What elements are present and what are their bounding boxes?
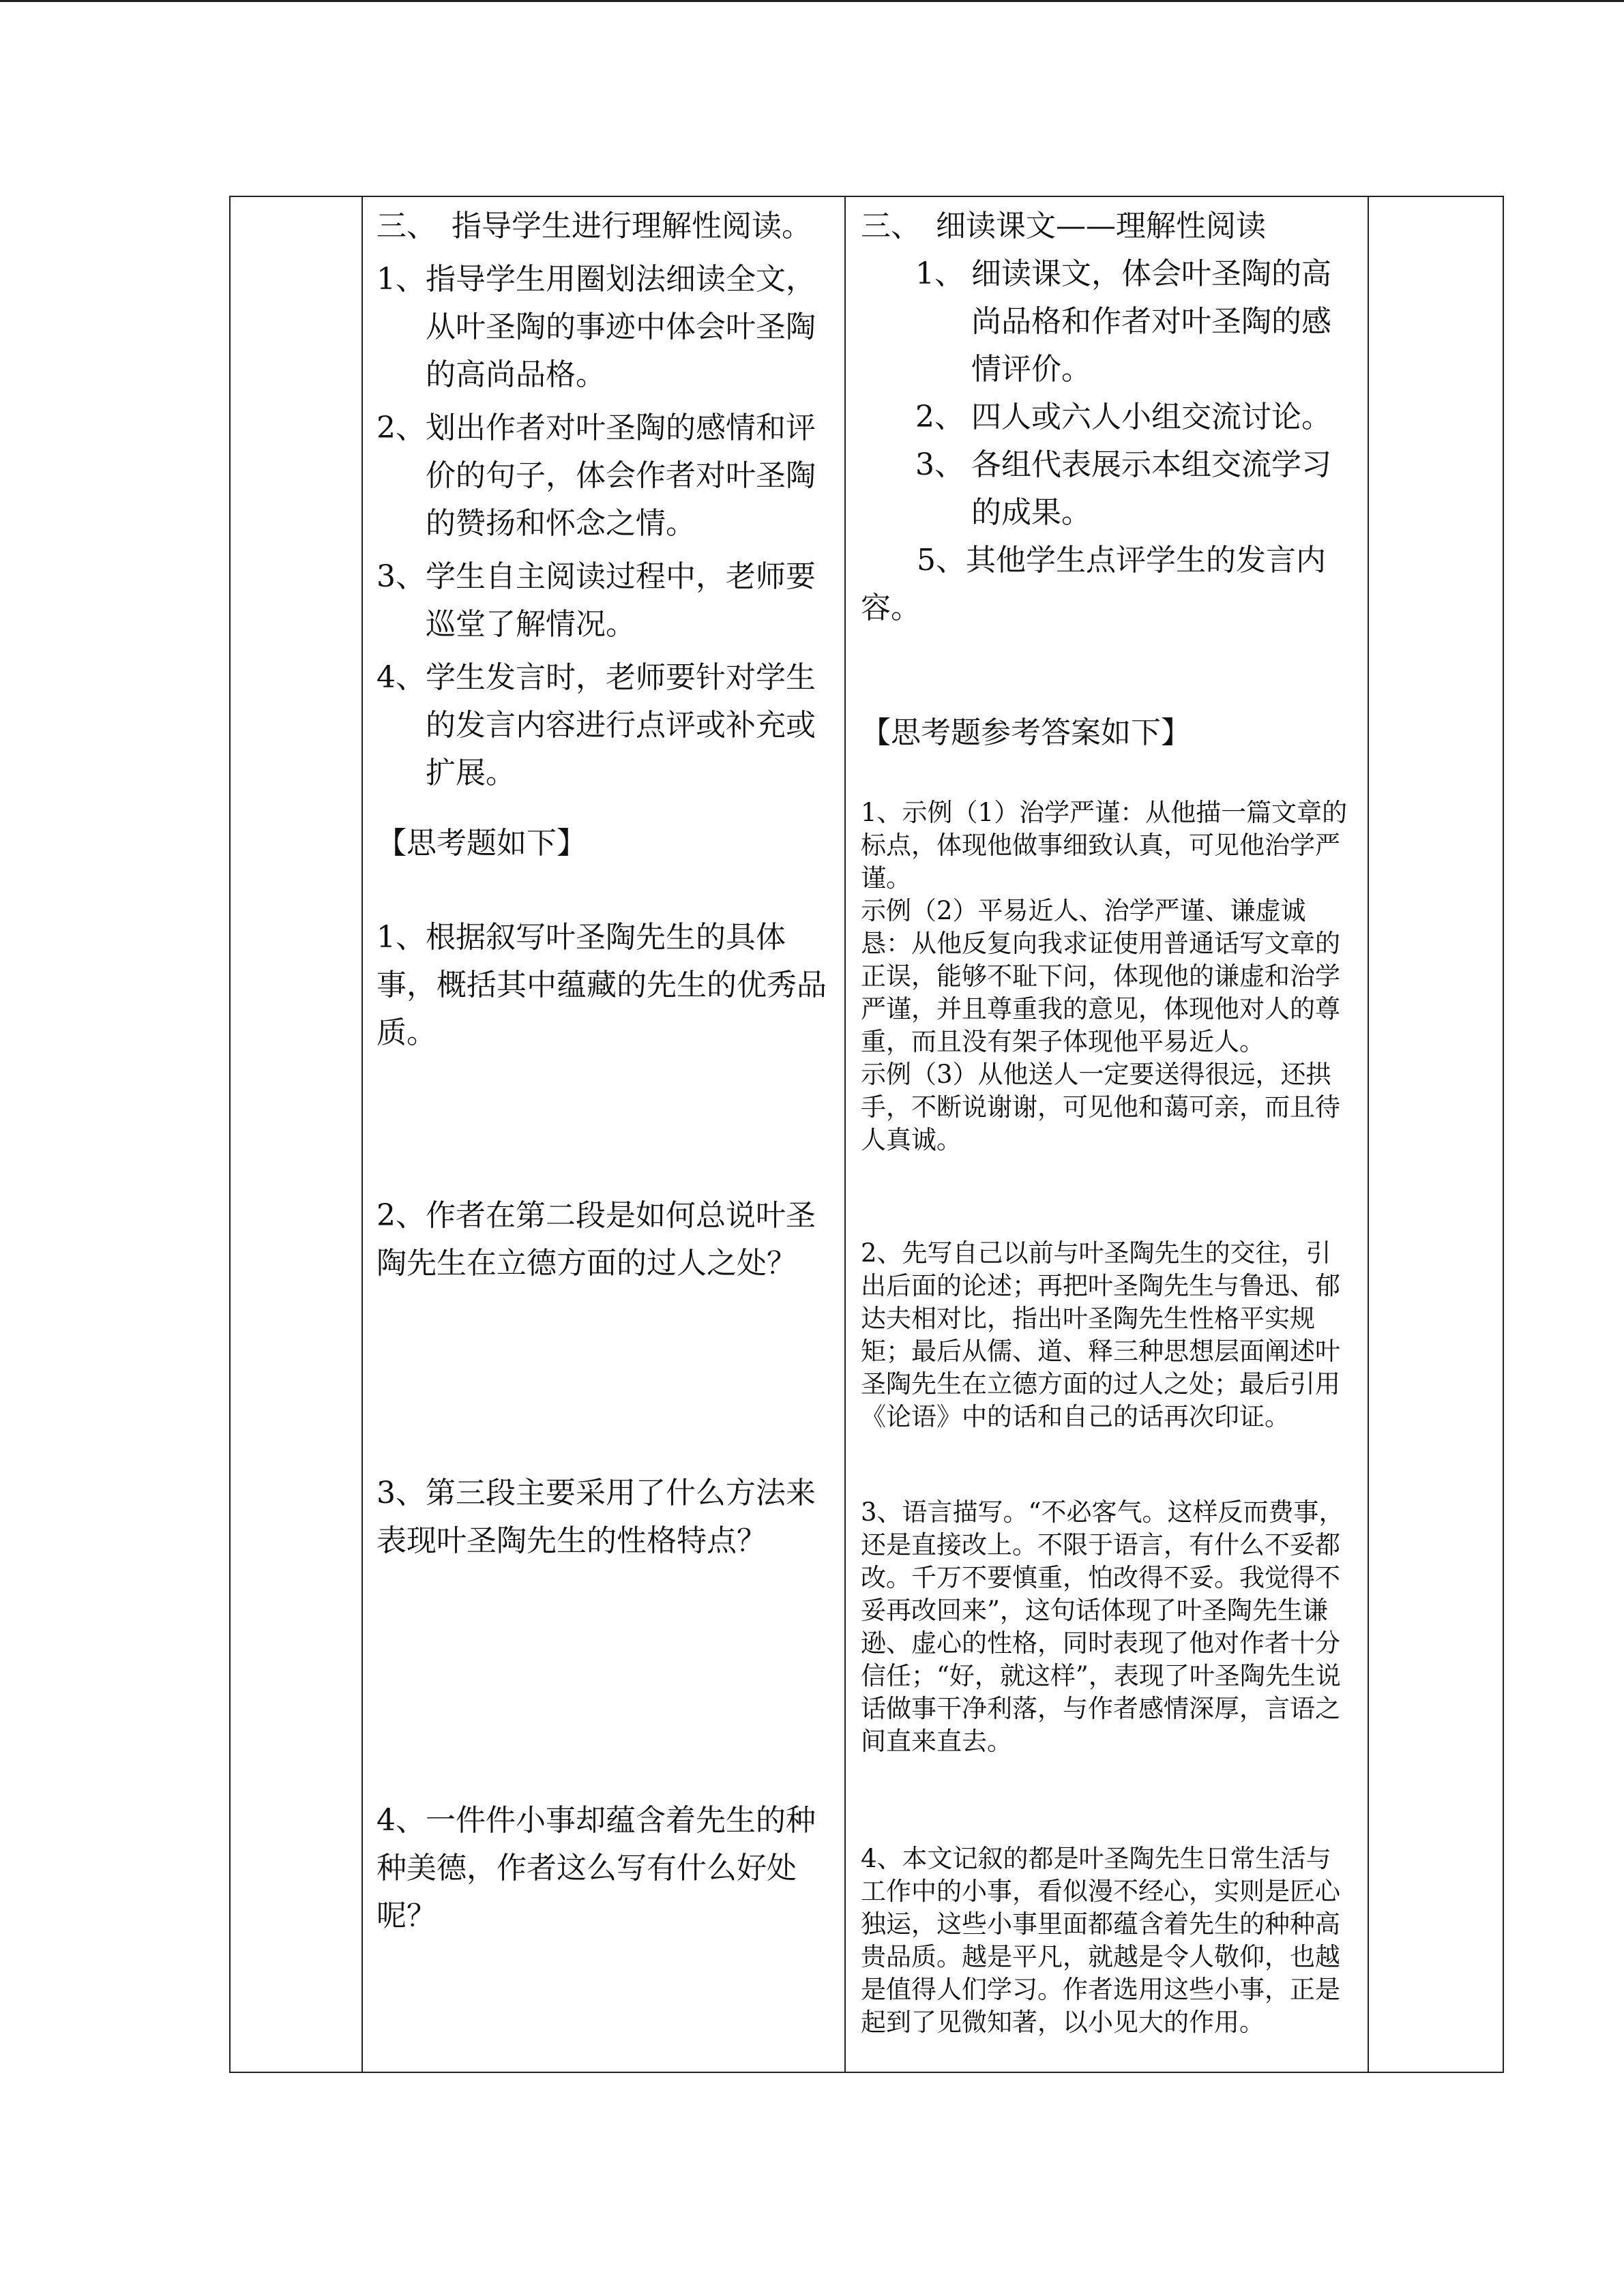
guide-item: 1、 指导学生用圈划法细读全文，从叶圣陶的事迹中体会叶圣陶的高尚品格。 bbox=[377, 262, 816, 392]
questions-header: 【思考题如下】 bbox=[377, 826, 587, 861]
answers-header: 【思考题参考答案如下】 bbox=[861, 715, 1191, 750]
question-4: 4、一件件小事却蕴含着先生的种种美德，作者这么写有什么好处呢？ bbox=[377, 1803, 816, 1933]
student-activity-column bbox=[861, 203, 1352, 632]
question-2: 2、作者在第二段是如何总说叶圣陶先生在立德方面的过人之处？ bbox=[377, 1198, 816, 1281]
question-1: 1、根据叙写叶圣陶先生的具体事，概括其中蕴藏的先生的优秀品质。 bbox=[377, 920, 827, 1050]
guide-item: 3、 学生自主阅读过程中，老师要巡堂了解情况。 bbox=[377, 559, 816, 642]
table-col-border-3 bbox=[844, 196, 846, 2073]
table-col-border-1 bbox=[229, 196, 231, 2073]
guide-item: 4、 学生发言时，老师要针对学生的发言内容进行点评或补充或扩展。 bbox=[377, 660, 816, 790]
table-col-border-5 bbox=[1503, 196, 1504, 2073]
step-item: 2、 四人或六人小组交流讨论。 bbox=[915, 400, 1331, 434]
guide-item: 2、 划出作者对叶圣陶的感情和评价的句子，体会作者对叶圣陶的赞扬和怀念之情。 bbox=[377, 411, 816, 541]
question-3: 3、第三段主要采用了什么方法来表现叶圣陶先生的性格特点？ bbox=[377, 1476, 816, 1558]
table-col-border-2 bbox=[361, 196, 363, 2073]
step-5: 5、其他学生点评学生的发言内容。 bbox=[861, 543, 1326, 625]
answer-1-example-2: 示例（2）平易近人、治学严谨、谦虚诚恳：从他反复向我求证使用普通话写文章的正误，能够不耻下问，体现他的谦虚和治学严谨，并且尊重我的意见，体现他对人的尊重，而且没有架子体现他平易近人。 bbox=[861, 896, 1340, 1056]
answer-1-example-3: 示例（3）从他送人一定要送得很远，还拱手，不断说谢谢，可见他和蔼可亲，而且待人真诚。 bbox=[861, 1060, 1340, 1154]
left-section-heading: 三、 指导学生进行理解性阅读。 bbox=[377, 209, 812, 243]
answer-3: 3、语言描写。“不必客气。这样反而费事，还是直接改上。不限于语言，有什么不妥都改。千万不要慎重，怕改得不妥。我觉得不妥再改回来”，这句话体现了叶圣陶先生谦逊、虚心的性格，同时表现了他对作者十分信任；“好，就这样”，表现了叶圣陶先生说话做事干净利落，与作者感情深厚，言语之间直来直去。 bbox=[861, 1497, 1344, 1756]
answer-4: 4、本文记叙的都是叶圣陶先生日常生活与工作中的小事，看似漫不经心，实则是匠心独运，这些小事里面都蕴含着先生的种种高贵品质。越是平凡，就越是令人敬仰，也越是值得人们学习。作者选用这些小事，正是起到了见微知著，以小见大的作用。 bbox=[861, 1844, 1340, 2037]
answer-1 bbox=[861, 796, 1353, 1157]
step-item: 1、 细读课文，体会叶圣陶的高尚品格和作者对叶圣陶的感情评价。 bbox=[915, 256, 1331, 387]
table-top-border bbox=[229, 196, 1504, 197]
page-top-border bbox=[0, 0, 1624, 2]
table-col-border-4 bbox=[1368, 196, 1369, 2073]
right-section-heading: 三、 细读课文——理解性阅读 bbox=[861, 209, 1266, 243]
answer-1-example-1: 1、示例（1）治学严谨：从他描一篇文章的标点，体现他做事细致认真，可见他治学严谨。 bbox=[861, 798, 1348, 893]
step-item: 3、 各组代表展示本组交流学习的成果。 bbox=[915, 447, 1331, 530]
table-bottom-border bbox=[229, 2072, 1504, 2073]
answer-2: 2、先写自己以前与叶圣陶先生的交往，引出后面的论述；再把叶圣陶先生与鲁迅、郁达夫相对比，指出叶圣陶先生性格平实规矩；最后从儒、道、释三种思想层面阐述叶圣陶先生在立德方面的过人之处；最后引用《论语》中的话和自己的话再次印证。 bbox=[861, 1238, 1340, 1431]
teacher-activity-column bbox=[377, 203, 827, 797]
